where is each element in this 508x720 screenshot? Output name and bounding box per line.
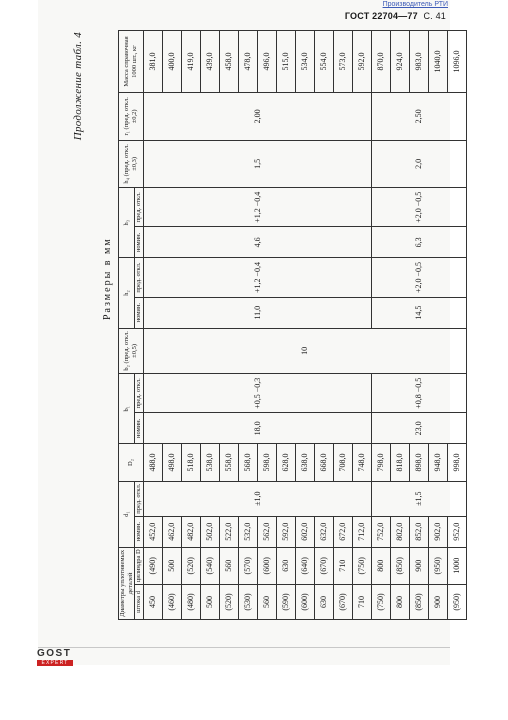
cell-D1-nominal: 638,0: [295, 444, 314, 481]
header-nom: номин.: [135, 516, 144, 547]
table-row: [371, 31, 390, 620]
cell-D1-nominal: 898,0: [409, 444, 428, 481]
cell-h3-deviation: +1,2 −0,4: [143, 188, 371, 227]
cell-d1-nominal: 482,0: [181, 516, 200, 547]
cell-mass: 419,0: [181, 31, 200, 93]
page-number: С. 41: [423, 11, 446, 21]
cell-h4: 2,0: [371, 140, 466, 188]
cell-mass: 573,0: [333, 31, 352, 93]
cell-h2-nominal: 11,0: [143, 297, 371, 328]
table-row: [143, 31, 162, 620]
dimensions-table: [118, 30, 467, 620]
cell-rod-diameter: (950): [447, 584, 466, 619]
cell-mass: 554,0: [314, 31, 333, 93]
cell-d1-deviation: ±1,5: [371, 481, 466, 516]
cell-D1-nominal: 818,0: [390, 444, 409, 481]
cell-mass: 870,0: [371, 31, 390, 93]
cell-b2: 10: [143, 328, 466, 373]
cell-D1-nominal: 748,0: [352, 444, 371, 481]
cell-rod-diameter: 900: [428, 584, 447, 619]
header-r1: r₁ (пред. откл. ±0,2): [119, 93, 144, 141]
cell-h2-deviation: +2,0 −0,5: [371, 258, 466, 297]
cell-b1-deviation: +0,5 −0,3: [143, 374, 371, 413]
cell-cylinder-diameter: 500: [162, 547, 181, 584]
cell-rod-diameter: (530): [238, 584, 257, 619]
cell-cylinder-diameter: (850): [390, 547, 409, 584]
cell-D1-nominal: 948,0: [428, 444, 447, 481]
cell-rod-diameter: (850): [409, 584, 428, 619]
cell-D1-nominal: 668,0: [314, 444, 333, 481]
rotated-content: [72, 30, 461, 620]
cell-h3-deviation: +2,0 −0,5: [371, 188, 466, 227]
header-cylinder: цилиндра D: [135, 547, 144, 584]
cell-h3-nominal: 6,3: [371, 227, 466, 258]
cell-D1-nominal: 798,0: [371, 444, 390, 481]
cell-rod-diameter: 710: [352, 584, 371, 619]
cell-rod-diameter: (600): [295, 584, 314, 619]
rotated-table-area: [72, 30, 461, 625]
cell-rod-diameter: (750): [371, 584, 390, 619]
cell-mass: 381,0: [143, 31, 162, 93]
cell-mass: 458,0: [219, 31, 238, 93]
page-header: [345, 11, 446, 21]
cell-D1-nominal: 558,0: [219, 444, 238, 481]
cell-cylinder-diameter: 560: [219, 547, 238, 584]
cell-D1-nominal: 498,0: [162, 444, 181, 481]
logo-top-text: GOST: [37, 648, 72, 659]
cell-cylinder-diameter: (520): [181, 547, 200, 584]
cell-h4: 1,5: [143, 140, 371, 188]
cell-rod-diameter: (670): [333, 584, 352, 619]
cell-cylinder-diameter: (490): [143, 547, 162, 584]
header-d1: d₁: [119, 481, 135, 547]
cell-d1-nominal: 712,0: [352, 516, 371, 547]
cell-mass: 496,0: [257, 31, 276, 93]
cell-rod-diameter: 800: [390, 584, 409, 619]
sizes-title: Размеры в мм: [102, 237, 113, 320]
cell-mass: 534,0: [295, 31, 314, 93]
cell-cylinder-diameter: 900: [409, 547, 428, 584]
header-h2: h₂: [119, 258, 135, 328]
cell-rod-diameter: (460): [162, 584, 181, 619]
table-body: [143, 31, 466, 620]
header-rod: штока d: [135, 584, 144, 619]
cell-mass: 400,0: [162, 31, 181, 93]
header-nom: номин.: [135, 227, 144, 258]
cell-rod-diameter: 560: [257, 584, 276, 619]
header-b1: b₁: [119, 374, 135, 444]
cell-D1-nominal: 488,0: [143, 444, 162, 481]
cell-d1-deviation: ±1,0: [143, 481, 371, 516]
cell-cylinder-diameter: 1000: [447, 547, 466, 584]
cell-D1-nominal: 538,0: [200, 444, 219, 481]
cell-D1-nominal: 568,0: [238, 444, 257, 481]
table-header-row: [119, 31, 135, 620]
cell-d1-nominal: 632,0: [314, 516, 333, 547]
header-h3: h₃: [119, 188, 135, 258]
header-nom: номин.: [135, 413, 144, 444]
cell-rod-diameter: 500: [200, 584, 219, 619]
header-nom: номин.: [135, 297, 144, 328]
cell-mass: 983,0: [409, 31, 428, 93]
cell-rod-diameter: (520): [219, 584, 238, 619]
cell-D1-nominal: 628,0: [276, 444, 295, 481]
header-dev: пред. откл.: [135, 188, 144, 227]
standard-number: ГОСТ 22704—77: [344, 11, 418, 21]
cell-mass: 1040,0: [428, 31, 447, 93]
cell-cylinder-diameter: (670): [314, 547, 333, 584]
cell-mass: 1096,0: [447, 31, 466, 93]
cell-D1-nominal: 598,0: [257, 444, 276, 481]
cell-cylinder-diameter: 800: [371, 547, 390, 584]
cell-b1-nominal: 23,0: [371, 413, 466, 444]
cell-b1-nominal: 18,0: [143, 413, 371, 444]
header-diameters: Диаметры уплотняемых деталей: [119, 547, 135, 619]
header-h4: h₄ (пред. откл. ±0,3): [119, 140, 144, 188]
header-b2: b₂ (пред. откл. ±0,5): [119, 328, 144, 373]
cell-mass: 439,0: [200, 31, 219, 93]
cell-d1-nominal: 522,0: [219, 516, 238, 547]
cell-cylinder-diameter: 710: [333, 547, 352, 584]
gost-expert-logo: [37, 649, 73, 667]
header-dev: пред. откл.: [135, 481, 144, 516]
cell-mass: 924,0: [390, 31, 409, 93]
continuation-title: Продолжение табл. 4: [72, 32, 84, 141]
cell-d1-nominal: 452,0: [143, 516, 162, 547]
cell-mass: 592,0: [352, 31, 371, 93]
cell-r1: 2,00: [143, 93, 371, 141]
cell-D1-nominal: 708,0: [333, 444, 352, 481]
cell-D1-nominal: 998,0: [447, 444, 466, 481]
cell-D1-nominal: 518,0: [181, 444, 200, 481]
header-mass: Масса справочная 1000 шт., кг: [119, 31, 144, 93]
cell-mass: 515,0: [276, 31, 295, 93]
cell-d1-nominal: 902,0: [428, 516, 447, 547]
cell-rod-diameter: 630: [314, 584, 333, 619]
cell-d1-nominal: 462,0: [162, 516, 181, 547]
cell-h2-nominal: 14,5: [371, 297, 466, 328]
cell-d1-nominal: 852,0: [409, 516, 428, 547]
cell-rod-diameter: (590): [276, 584, 295, 619]
footer-divider: [38, 647, 450, 648]
header-dev: пред. откл.: [135, 258, 144, 297]
cell-cylinder-diameter: (600): [257, 547, 276, 584]
cell-h3-nominal: 4,6: [143, 227, 371, 258]
cell-d1-nominal: 562,0: [257, 516, 276, 547]
cell-d1-nominal: 752,0: [371, 516, 390, 547]
cell-d1-nominal: 802,0: [390, 516, 409, 547]
cell-d1-nominal: 672,0: [333, 516, 352, 547]
cell-cylinder-diameter: 630: [276, 547, 295, 584]
header-D1: D₂: [119, 444, 144, 481]
cell-cylinder-diameter: (750): [352, 547, 371, 584]
cell-rod-diameter: 450: [143, 584, 162, 619]
manufacturer-link[interactable]: Производитель РТИ: [382, 1, 448, 8]
cell-r1: 2,50: [371, 93, 466, 141]
cell-cylinder-diameter: (640): [295, 547, 314, 584]
header-dev: пред. откл.: [135, 374, 144, 413]
cell-cylinder-diameter: (950): [428, 547, 447, 584]
cell-d1-nominal: 592,0: [276, 516, 295, 547]
logo-bottom-text: EXPERT: [37, 660, 73, 666]
cell-d1-nominal: 532,0: [238, 516, 257, 547]
cell-d1-nominal: 502,0: [200, 516, 219, 547]
cell-d1-nominal: 602,0: [295, 516, 314, 547]
cell-mass: 478,0: [238, 31, 257, 93]
cell-cylinder-diameter: (570): [238, 547, 257, 584]
cell-h2-deviation: +1,2 −0,4: [143, 258, 371, 297]
cell-cylinder-diameter: (540): [200, 547, 219, 584]
cell-rod-diameter: (480): [181, 584, 200, 619]
cell-b1-deviation: +0,8 −0,5: [371, 374, 466, 413]
cell-d1-nominal: 952,0: [447, 516, 466, 547]
